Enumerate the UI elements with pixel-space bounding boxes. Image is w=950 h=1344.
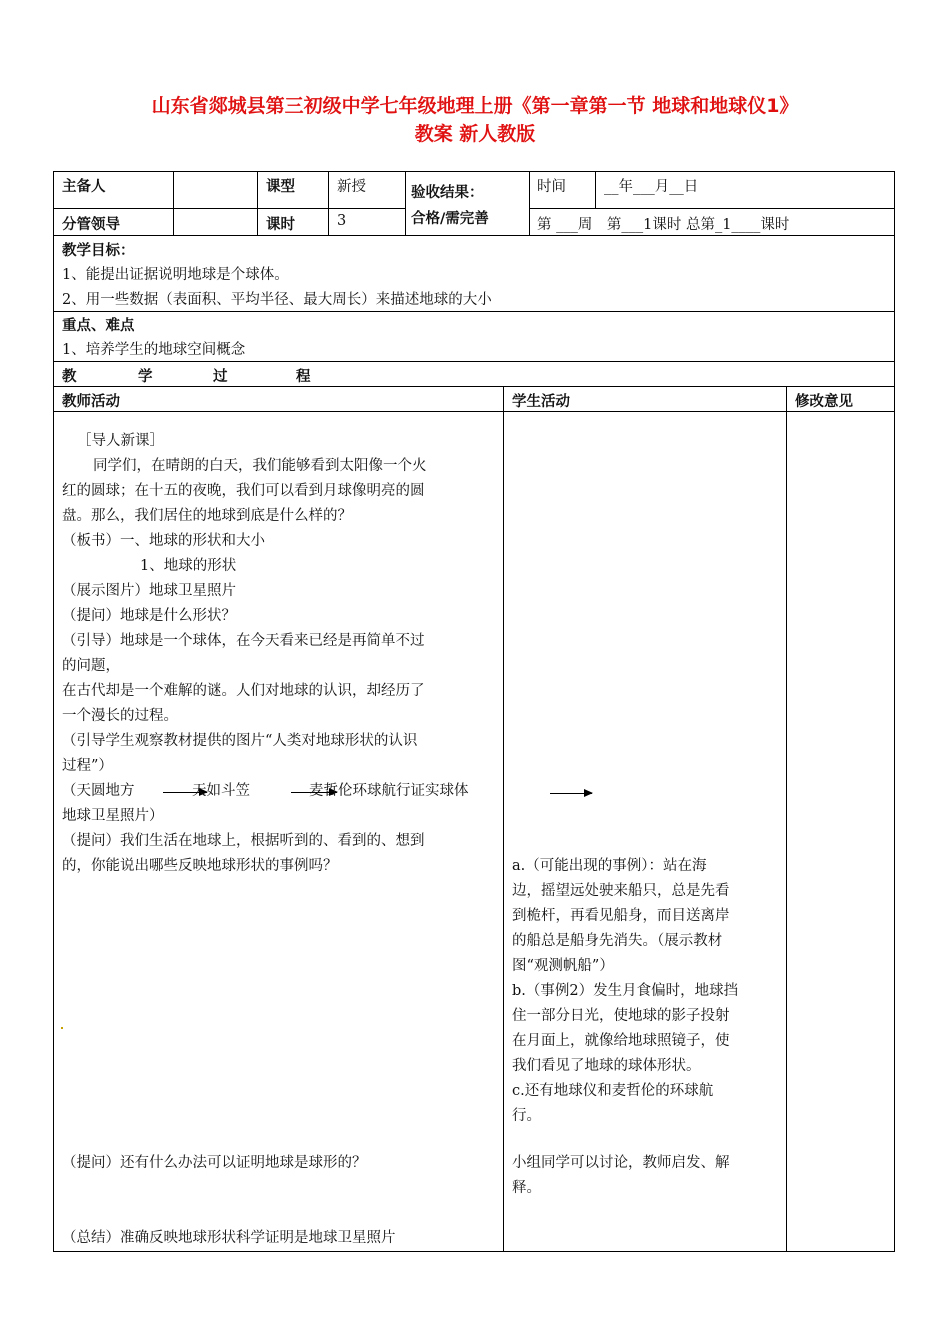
keypoints-label: 重点、难点	[62, 318, 135, 334]
rule	[53, 208, 405, 209]
student-line: 在月面上，就像给地球照镜子，使	[512, 1033, 730, 1049]
arrow-icon	[550, 793, 592, 794]
rule	[53, 171, 895, 172]
teacher-line: 过程”）	[62, 758, 113, 774]
student-line: 住一部分日光，使地球的影子投射	[512, 1008, 730, 1024]
teacher-line: 的问题，	[62, 658, 120, 674]
teacher-line: 红的圆球；在十五的夜晚，我们可以看到月球像明亮的圆	[62, 483, 425, 499]
goals-label: 教学目标：	[62, 243, 135, 259]
rule	[53, 411, 895, 412]
student-line: 边，摇望远处驶来船只，总是先看	[512, 883, 730, 899]
rule	[503, 386, 504, 1251]
process-char: 学	[138, 369, 153, 385]
teacher-line: （提问）还有什么办法可以证明地球是球形的？	[62, 1155, 367, 1171]
rule	[53, 171, 54, 1252]
rule	[257, 171, 258, 235]
rule	[786, 386, 787, 1251]
zhubeiren-label: 主备人	[62, 179, 106, 195]
student-line: 释。	[512, 1180, 541, 1196]
student-line: b.（事例2）发生月食偏时，地球挡	[512, 983, 739, 999]
rule	[173, 171, 174, 235]
rule	[53, 1251, 895, 1252]
fenguan-label: 分管领导	[62, 217, 120, 233]
rule	[529, 208, 895, 209]
student-column-header: 学生活动	[512, 394, 570, 410]
teacher-line: 的，你能说出哪些反映地球形状的事例吗？	[62, 858, 338, 874]
rule	[595, 171, 596, 208]
process-char: 程	[296, 369, 311, 385]
notes-column-header: 修改意见	[795, 394, 853, 410]
teacher-line: 麦哲伦环球航行证实球体	[309, 783, 469, 799]
goal-item: 1、能提出证据说明地球是个球体。	[62, 267, 289, 283]
shijian-label: 时间	[537, 179, 566, 195]
teacher-line: （总结）准确反映地球形状科学证明是地球卫星照片	[62, 1230, 396, 1246]
yanshou-label: 验收结果：	[411, 185, 484, 201]
document-title	[60, 92, 890, 148]
student-line: a.（可能出现的事例）：站在海	[512, 858, 707, 874]
student-line: 我们看见了地球的球体形状。	[512, 1058, 701, 1074]
student-line: 到桅杆，再看见船身，而目送离岸	[512, 908, 730, 924]
rule	[328, 171, 329, 235]
rule	[894, 171, 895, 1252]
teacher-line: 一个漫长的过程。	[62, 708, 178, 724]
week-info: 第 ___周 第___1课时 总第_1____课时	[537, 217, 790, 233]
teacher-line: （提问）地球是什么形状？	[62, 608, 236, 624]
teacher-column-header: 教师活动	[62, 394, 120, 410]
teacher-line: 天如斗笠	[192, 783, 250, 799]
keypoint-item: 1、培养学生的地球空间概念	[62, 342, 246, 358]
teacher-line: （展示图片）地球卫星照片	[62, 583, 236, 599]
goal-item: 2、用一些数据（表面积、平均半径、最大周长）来描述地球的大小	[62, 292, 492, 308]
student-line: 小组同学可以讨论，教师启发、解	[512, 1155, 730, 1171]
rule	[53, 235, 895, 236]
rule	[53, 386, 895, 387]
kexing-label: 课型	[266, 179, 295, 195]
student-line: 行。	[512, 1108, 541, 1124]
teacher-line: （板书）一、地球的形状和大小	[62, 533, 265, 549]
stray-mark	[61, 1027, 63, 1029]
teacher-line: 1、地球的形状	[140, 558, 237, 574]
teacher-line: 盘。那么，我们居住的地球到底是什么样的？	[62, 508, 352, 524]
rule	[405, 171, 406, 235]
teacher-line: ［导人新课］	[77, 433, 164, 449]
student-line: 图“观测帆船”）	[512, 958, 614, 974]
title-line-2: 教案 新人教版	[414, 123, 536, 145]
teacher-line: （天圆地方	[62, 783, 135, 799]
teacher-line: （引导）地球是一个球体，在今天看来已经是再简单不过	[62, 633, 425, 649]
teacher-line: （引导学生观察教材提供的图片“人类对地球形状的认识	[62, 733, 418, 749]
student-line: 的船总是船身先消失。（展示教材	[512, 933, 723, 949]
process-char: 教	[62, 369, 77, 385]
kexing-value: 新授	[337, 179, 366, 195]
teacher-line: 地球卫星照片）	[62, 808, 164, 824]
lesson-plan-table	[53, 171, 895, 1251]
title-line-1: 山东省郯城县第三初级中学七年级地理上册《第一章第一节 地球和地球仪1》	[151, 95, 799, 117]
process-char: 过	[213, 369, 228, 385]
teacher-line: 在古代却是一个难解的谜。人们对地球的认识，却经历了	[62, 683, 425, 699]
teacher-line: 同学们，在晴朗的白天，我们能够看到太阳像一个火	[93, 458, 427, 474]
teacher-line: （提问）我们生活在地球上，根据听到的、看到的、想到	[62, 833, 425, 849]
hege-label: 合格/需完善	[411, 211, 489, 227]
keshi-label: 课时	[266, 217, 295, 233]
student-line: c.还有地球仪和麦哲伦的环球航	[512, 1083, 714, 1099]
rule	[53, 311, 895, 312]
keshi-value: 3	[337, 213, 347, 229]
rule	[529, 171, 530, 235]
rule	[53, 361, 895, 362]
shijian-value: __年___月__日	[604, 179, 699, 195]
